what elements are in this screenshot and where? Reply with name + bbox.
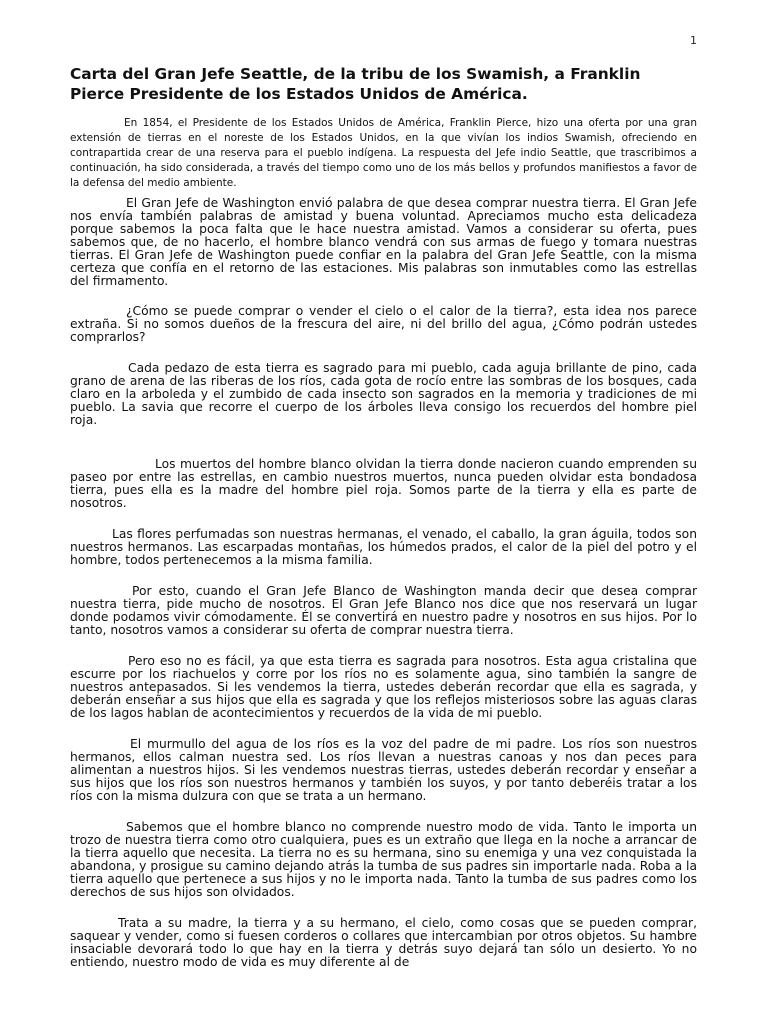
letter-paragraph: Cada pedazo de esta tierra es sagrado para mi pueblo, cada aguja brillante de pino, cada grano de arena de las riberas de los ríos, cada gota de rocío entre las sombras de los bosques, cada claro en la arboleda y el zumbido de cada insecto son sagrados en la memoria y tradiciones de mi pueblo. La savia que recorre el cuerpo de los árboles lleva consigo los recuerdos del hombre piel roja. (70, 361, 697, 427)
letter-paragraph: Trata a su madre, la tierra y a su hermano, el cielo, como cosas que se pueden comprar, saquear y vender, como si fuesen corderos o collares que intercambian por otros objetos. Su hambre insaciable devorará todo lo que hay en la tierra y detrás suyo dejará tan sólo un desierto. Yo no entiendo, nuestro modo de vida es muy diferente al de (70, 916, 697, 969)
intro-paragraph: En 1854, el Presidente de los Estados Unidos de América, Franklin Pierce, hizo una oferta por una gran extensión de tierras en el noreste de los Estados Unidos, en la que vivían los indios Swamish, ofreciendo en contrapartida crear de una reserva para el pueblo indígena. La respuesta del Jefe indio Seattle, que trascribimos a continuación, ha sido considerada, a través del tiempo como uno de los más bellos y profundos manifiestos a favor de la defensa del medio ambiente. (70, 117, 697, 189)
letter-paragraph: Sabemos que el hombre blanco no comprende nuestro modo de vida. Tanto le importa un trozo de nuestra tierra como otro cualquiera, pues es un extraño que llega en la noche a arrancar de la tierra aquello que necesita. La tierra no es su hermana, sino su enemiga y una vez conquistada la abandona, y prosigue su camino dejando atrás la tumba de sus padres sin importarle nada. Roba a la tierra aquello que pertenece a sus hijos y no le importa nada. Tanto la tumba de sus padres como los derechos de sus hijos son olvidados. (70, 820, 697, 899)
letter-paragraph: El Gran Jefe de Washington envió palabra de que desea comprar nuestra tierra. El Gran Jefe nos envía también palabras de amistad y buena voluntad. Apreciamos mucho esta delicadeza porque sabemos la poca falta que le hace nuestra amistad. Vamos a considerar su oferta, pues sabemos que, de no hacerlo, el hombre blanco vendrá con sus armas de fuego y tomara nuestras tierras. El Gran Jefe de Washington puede confiar en la palabra del Gran Jefe Seattle, con la misma certeza que confía en el retorno de las estaciones. Mis palabras son inmutables como las estrellas del firmamento. (70, 196, 697, 288)
letter-paragraph: Por esto, cuando el Gran Jefe Blanco de Washington manda decir que desea comprar nuestra tierra, pide mucho de nosotros. El Gran Jefe Blanco nos dice que nos reservará un lugar donde podamos vivir cómodamente. Él se convertirá en nuestro padre y nosotros en sus hijos. Por lo tanto, nosotros vamos a considerar su oferta de comprar nuestra tierra. (70, 584, 697, 637)
letter-paragraph: Los muertos del hombre blanco olvidan la tierra donde nacieron cuando emprenden su paseo por entre las estrellas, en cambio nuestros muertos, nunca pueden olvidar esta bondadosa tierra, pues ella es la madre del hombre piel roja. Somos parte de la tierra y ella es parte de nosotros. (70, 457, 697, 510)
letter-paragraph: El murmullo del agua de los ríos es la voz del padre de mi padre. Los ríos son nuestros hermanos, ellos calman nuestra sed. Los ríos llevan a nuestras canoas y nos dan peces para alimentan a nuestros hijos. Si les vendemos nuestras tierras, ustedes deberán recordar y enseñar a sus hijos que los ríos son nuestros hermanos y también los suyos, y por tanto deberéis tratar a los ríos con la misma dulzura con que se trata a un hermano. (70, 737, 697, 803)
page-number: 1 (690, 34, 697, 47)
letter-paragraph: Pero eso no es fácil, ya que esta tierra es sagrada para nosotros. Esta agua cristalina que escurre por los riachuelos y corre por los ríos no es solamente agua, sino también la sangre de nuestros antepasados. Si les vendemos la tierra, ustedes deberán recordar que ella es sagrada, y deberán enseñar a sus hijos que ella es sagrada y que los reflejos misteriosos sobre las aguas claras de los lagos hablan de acontecimientos y recuerdos de la vida de mi pueblo. (70, 654, 697, 720)
letter-body (70, 197, 697, 969)
letter-paragraph: ¿Cómo se puede comprar o vender el cielo o el calor de la tierra?, esta idea nos parece extraña. Si no somos dueños de la frescura del aire, ni del brillo del agua, ¿Cómo podrán ustedes comprarlos? (70, 304, 697, 344)
document-title: Carta del Gran Jefe Seattle, de la tribu de los Swamish, a Franklin Pierce Presidente de los Estados Unidos de América. (70, 65, 641, 103)
letter-paragraph: Las flores perfumadas son nuestras hermanas, el venado, el caballo, la gran águila, todos son nuestros hermanos. Las escarpadas montañas, los húmedos prados, el calor de la piel del potro y el hombre, todos pertenecemos a la misma familia. (70, 527, 697, 567)
